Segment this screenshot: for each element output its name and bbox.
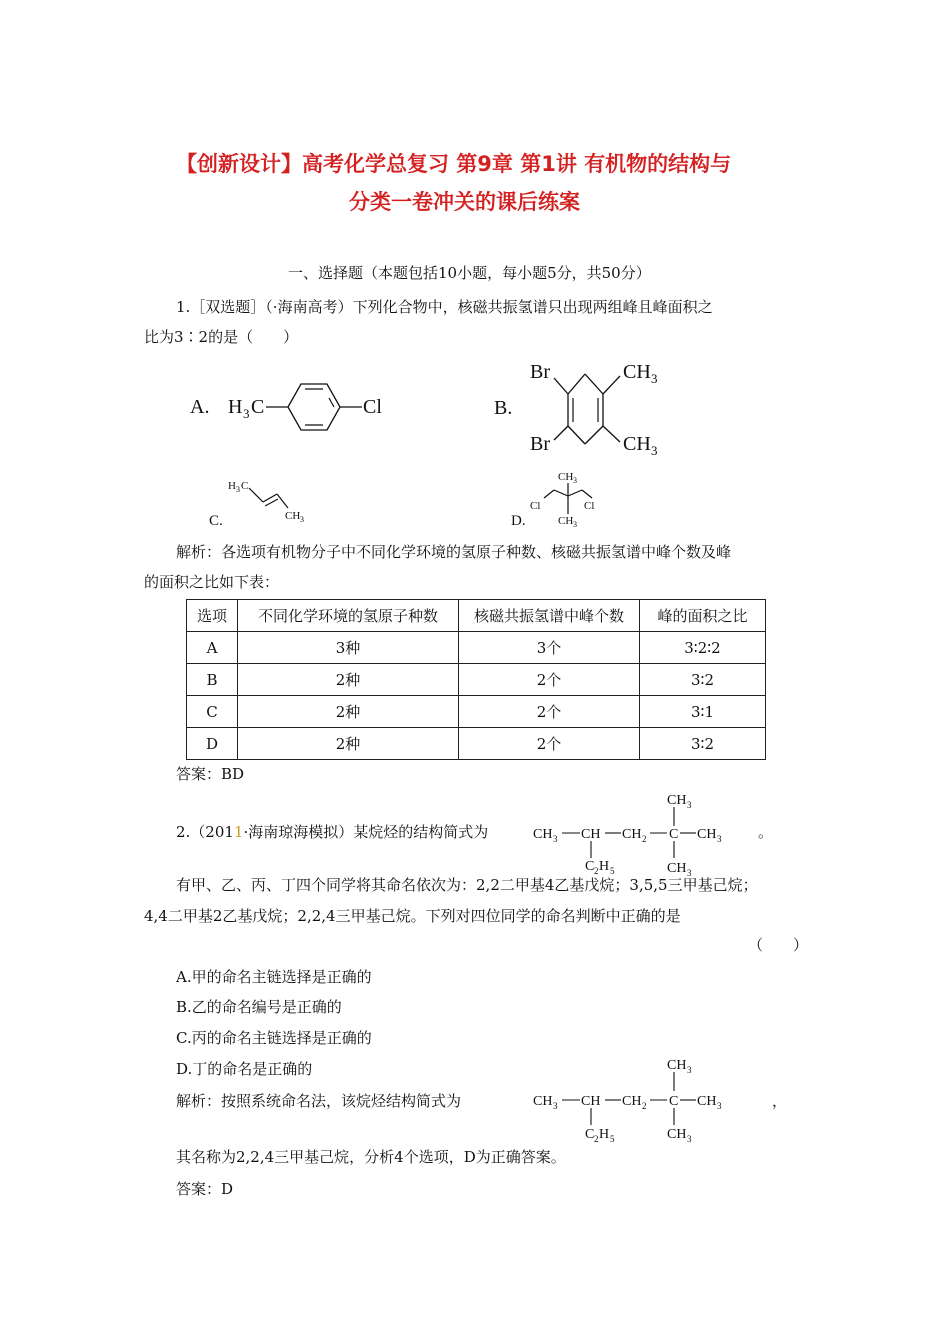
option-c-structure: [205, 472, 325, 530]
formula-text: 5: [610, 1134, 615, 1143]
q2-stem-suffix: ·海南琼海模拟）某烷烃的结构简式为: [243, 823, 489, 841]
q2-analysis-comma: ，: [772, 1092, 788, 1110]
q1-stem-line2: 比为3∶2的是（ ）: [144, 328, 299, 346]
option-a-c: C: [251, 396, 265, 418]
q1-analysis-line2: 的面积之比如下表：: [144, 573, 280, 591]
q2-answer: 答案：D: [176, 1180, 234, 1198]
q2-option-c: C.丙的命名主链选择是正确的: [176, 1029, 372, 1047]
formula-text: CH: [667, 1058, 687, 1073]
q2-option-a: A.甲的命名主链选择是正确的: [176, 968, 372, 986]
option-d-ch3-top: CH: [558, 471, 574, 483]
option-a-cl: Cl: [363, 396, 382, 418]
table-header-row: [187, 600, 766, 632]
q2-names-line2: 4,4二甲基2乙基戊烷；2,2,4三甲基己烷。下列对四位同学的命名判断中正确的是: [144, 907, 681, 925]
option-c-ch3: CH: [285, 510, 301, 522]
option-a-letter: A.: [190, 396, 210, 418]
option-d-ch3-top-sub: 3: [573, 476, 577, 485]
q2-option-b: B.乙的命名编号是正确的: [176, 998, 342, 1016]
q2-stem: [176, 821, 488, 842]
q1-stem-line1: 1.［双选题］（·海南高考）下列化合物中，核磁共振氢谱只出现两组峰且峰面积之: [176, 298, 713, 316]
option-c-ch3-sub: 3: [300, 515, 304, 524]
formula-text: 2: [642, 1101, 647, 1111]
option-b-ch3-top-sub: 3: [651, 371, 658, 386]
formula-text: 3: [717, 1101, 722, 1111]
formula-text: 3: [687, 1134, 692, 1143]
option-b-letter: B.: [494, 397, 513, 419]
formula-text: 3: [687, 1065, 692, 1075]
q2-analysis-prefix: 解析：按照系统命名法，该烷烃结构简式为: [176, 1092, 462, 1110]
table-cell: A: [187, 632, 238, 664]
table-row: [187, 632, 766, 664]
option-c-h-sub: 3: [236, 485, 240, 494]
table-row: [187, 696, 766, 728]
option-a-structure: [180, 370, 420, 445]
formula-text: C: [585, 859, 595, 874]
table-cell: 2种: [238, 696, 459, 728]
option-c-c: C: [241, 480, 249, 492]
formula-text: CH: [697, 1094, 717, 1109]
document-title-line1: 【创新设计】高考化学总复习 第9章 第1讲 有机物的结构与: [176, 152, 732, 176]
formula-text: 2: [594, 1134, 599, 1143]
table-cell: 3∶2∶2: [640, 632, 766, 664]
table-cell: 3∶2: [640, 664, 766, 696]
table-header-cell: 不同化学环境的氢原子种数: [238, 600, 459, 632]
q2-structural-formula: [530, 788, 740, 878]
option-b-ch3-bottom: CH: [623, 433, 651, 455]
option-c-letter: C.: [209, 513, 223, 529]
formula-text: CH: [533, 1094, 553, 1109]
q1-analysis-line1: 解析：各选项有机物分子中不同化学环境的氢原子种数、核磁共振氢谱中峰个数及峰: [176, 543, 732, 561]
q2-names-line1: 有甲、乙、丙、丁四个同学将其命名依次为：2,2二甲基4乙基戊烷；3,5,5三甲基己烷；: [176, 876, 758, 894]
formula-text: C: [669, 1094, 679, 1109]
table-cell: 2个: [459, 728, 640, 760]
table-row: [187, 728, 766, 760]
table-cell: D: [187, 728, 238, 760]
table-cell: 3∶1: [640, 696, 766, 728]
option-a-h-sub: 3: [243, 406, 250, 421]
option-b-br-top: Br: [530, 361, 550, 383]
q2-analysis-structural-formula: [530, 1053, 740, 1143]
formula-text: 3: [553, 1101, 558, 1111]
formula-text: H: [599, 859, 610, 874]
formula-text: CH: [667, 861, 687, 876]
table-cell: 3个: [459, 632, 640, 664]
option-b-ch3-top: CH: [623, 361, 651, 383]
formula-text: CH: [622, 827, 642, 842]
formula-text: 2: [594, 866, 599, 876]
option-d-cl-left: Cl: [530, 500, 541, 512]
formula-text: 3: [687, 868, 692, 878]
formula-text: CH: [667, 1127, 687, 1142]
section-heading: 一、选择题（本题包括10小题，每小题5分，共50分）: [288, 264, 651, 282]
table-cell: 2种: [238, 664, 459, 696]
option-d-letter: D.: [511, 513, 526, 529]
table-row: [187, 664, 766, 696]
formula-text: CH: [581, 1094, 601, 1109]
table-cell: 3种: [238, 632, 459, 664]
table-cell: 2个: [459, 664, 640, 696]
option-d-ch3-bottom-sub: 3: [573, 520, 577, 529]
option-b-br-bottom: Br: [530, 433, 550, 455]
q2-answer-blank: （ ）: [748, 936, 809, 954]
q2-stem-prefix: 2.（201: [176, 823, 234, 841]
table-header-cell: 核磁共振氢谱中峰个数: [459, 600, 640, 632]
q2-option-d: D.丁的命名是正确的: [176, 1060, 313, 1078]
table-cell: 3∶2: [640, 728, 766, 760]
option-d-cl-right: Cl: [584, 500, 595, 512]
table-cell: C: [187, 696, 238, 728]
option-d-structure: [508, 468, 618, 530]
option-d-ch3-bottom: CH: [558, 515, 574, 527]
option-c-h: H: [228, 480, 236, 492]
q2-analysis-line2: 其名称为2,2,4三甲基己烷，分析4个选项，D为正确答案。: [176, 1148, 566, 1166]
formula-text: CH: [667, 793, 687, 808]
table-header-cell: 峰的面积之比: [640, 600, 766, 632]
table-cell: 2个: [459, 696, 640, 728]
q1-analysis-table: [186, 599, 766, 760]
formula-text: C: [669, 827, 679, 842]
q2-stem-end: 。: [758, 823, 774, 841]
q2-stem-mid: 1: [233, 823, 244, 841]
formula-text: 3: [687, 800, 692, 810]
formula-text: CH: [622, 1094, 642, 1109]
option-b-structure: [490, 354, 690, 464]
formula-text: CH: [697, 827, 717, 842]
table-cell: B: [187, 664, 238, 696]
option-b-ch3-bottom-sub: 3: [651, 443, 658, 458]
formula-text: 5: [610, 866, 615, 876]
formula-text: 3: [553, 834, 558, 844]
formula-text: CH: [581, 827, 601, 842]
formula-text: H: [599, 1127, 610, 1142]
table-cell: 2种: [238, 728, 459, 760]
table-header-cell: 选项: [187, 600, 238, 632]
formula-text: C: [585, 1127, 595, 1142]
formula-text: 2: [642, 834, 647, 844]
option-a-h: H: [228, 396, 243, 418]
formula-text: 3: [717, 834, 722, 844]
formula-text: CH: [533, 827, 553, 842]
q1-answer: 答案：BD: [176, 765, 245, 783]
document-title-line2: 分类一卷冲关的课后练案: [349, 190, 580, 214]
